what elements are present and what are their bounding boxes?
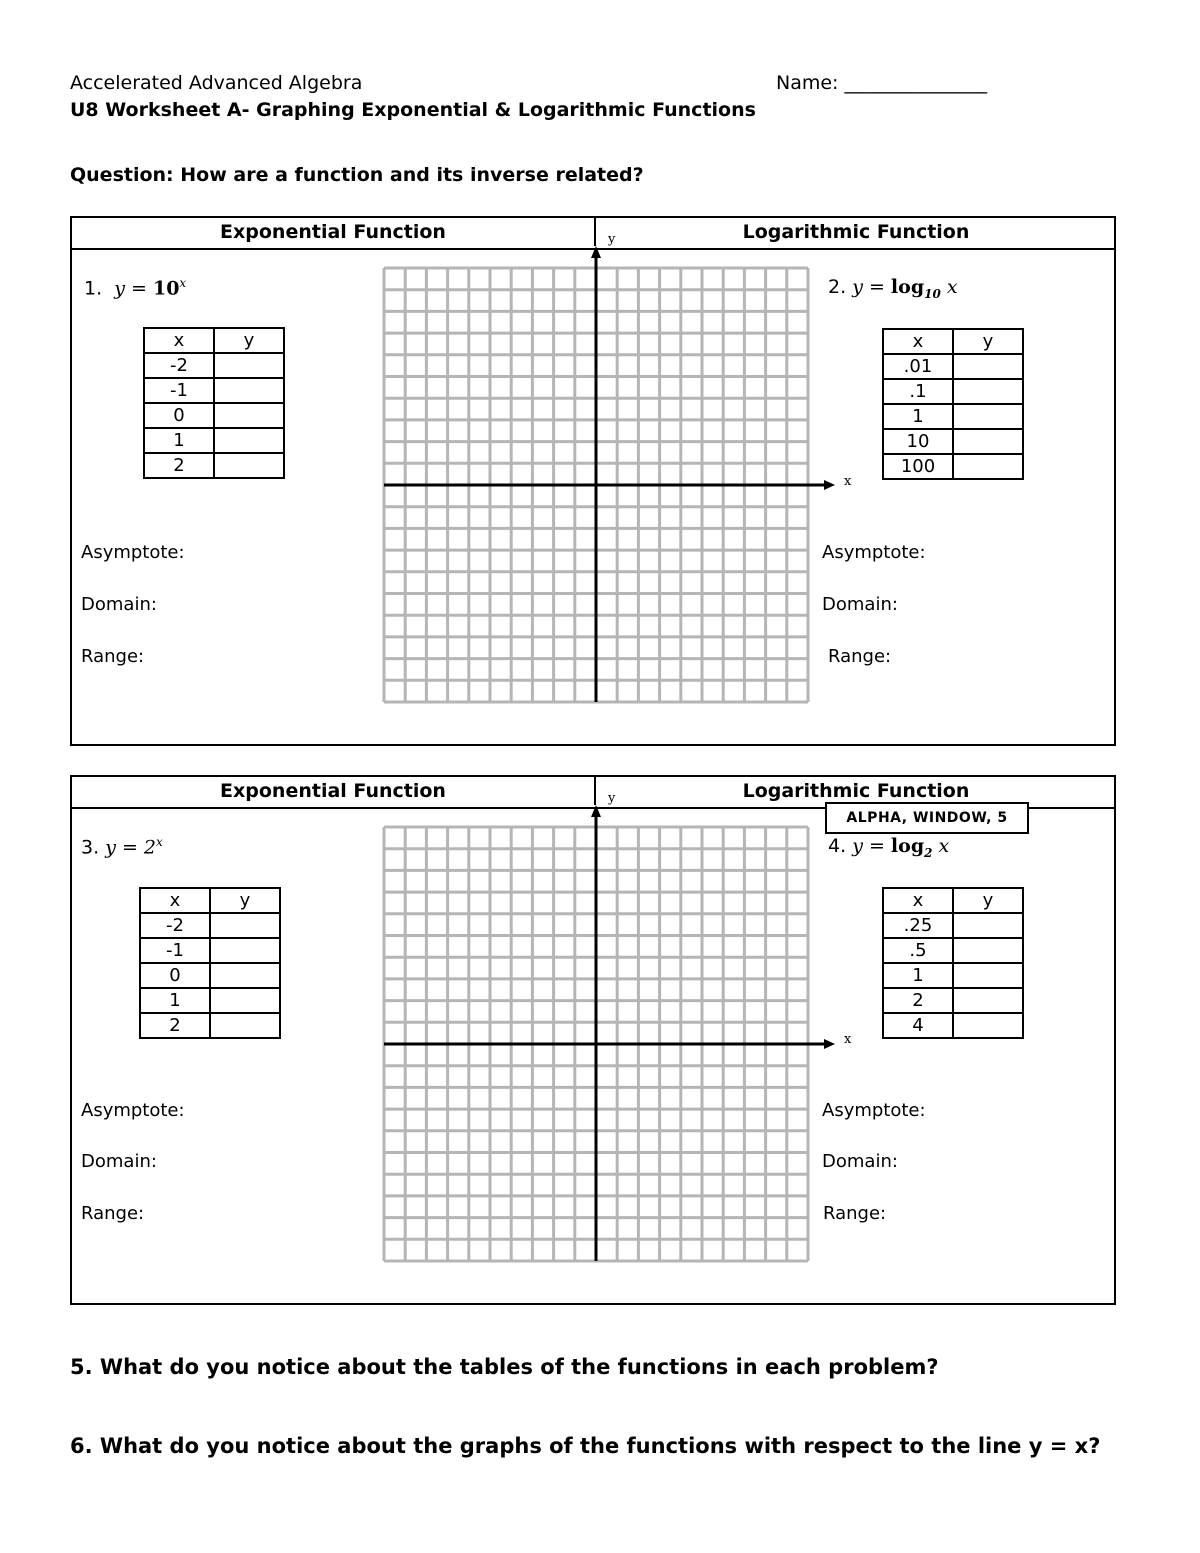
range-label: Range: — [81, 646, 145, 667]
y-axis-arrow — [591, 805, 601, 817]
question-6: 6. What do you notice about the graphs of the functions with respect to the line y = x? — [70, 1434, 1101, 1458]
asymptote-label: Asymptote: — [822, 542, 926, 563]
asymptote-label: Asymptote: — [81, 542, 185, 563]
name-field: Name: _______________ — [776, 72, 987, 94]
domain-label: Domain: — [822, 594, 898, 615]
range-label: Range: — [828, 646, 892, 667]
y-cell[interactable] — [214, 353, 284, 378]
worksheet-title: U8 Worksheet A- Graphing Exponential & Logarithmic Functions — [70, 99, 756, 121]
domain-label: Domain: — [81, 594, 157, 615]
y-cell[interactable] — [953, 454, 1023, 479]
asymptote-label: Asymptote: — [822, 1100, 926, 1121]
y-cell[interactable] — [214, 378, 284, 403]
y-cell[interactable] — [210, 963, 280, 988]
x-axis-label: x — [844, 1032, 852, 1047]
range-label: Range: — [823, 1203, 887, 1224]
right-header: Logarithmic Function — [742, 221, 970, 243]
table-1: x y -2 -1 0 1 2 — [143, 327, 285, 479]
equation-4: 4. $y = \log_2 x$ — [828, 835, 950, 860]
y-cell[interactable] — [210, 988, 280, 1013]
domain-label: Domain: — [822, 1151, 898, 1172]
left-header: Exponential Function — [220, 221, 446, 243]
table-2: x y .01 .1 1 10 100 — [882, 328, 1024, 480]
equation-3: 3. $y = 2^x$ — [81, 835, 163, 859]
section-1 — [70, 216, 1116, 746]
left-header: Exponential Function — [220, 780, 446, 802]
y-cell[interactable] — [953, 1013, 1023, 1038]
y-cell[interactable] — [953, 354, 1023, 379]
y-cell[interactable] — [953, 963, 1023, 988]
equation-1: 1. $y = 10^x$ — [84, 276, 187, 300]
section-header — [72, 218, 1114, 250]
y-cell[interactable] — [953, 379, 1023, 404]
y-cell[interactable] — [214, 453, 284, 478]
x-axis-label: x — [844, 474, 852, 489]
y-cell[interactable] — [953, 913, 1023, 938]
table-3: x y -2 -1 0 1 2 — [139, 887, 281, 1039]
y-cell[interactable] — [214, 403, 284, 428]
calculator-note: ALPHA, WINDOW, 5 — [825, 802, 1029, 834]
y-cell[interactable] — [953, 404, 1023, 429]
y-cell[interactable] — [210, 913, 280, 938]
equation-2: 2. $y = \log_{10} x$ — [828, 276, 958, 301]
coordinate-grid[interactable] — [384, 827, 808, 1261]
y-cell[interactable] — [214, 428, 284, 453]
y-cell[interactable] — [210, 938, 280, 963]
guiding-question: Question: How are a function and its inverse related? — [70, 164, 644, 186]
section-2 — [70, 775, 1116, 1305]
domain-label: Domain: — [81, 1151, 157, 1172]
x-axis-arrow — [824, 480, 835, 490]
y-cell[interactable] — [953, 429, 1023, 454]
y-cell[interactable] — [210, 1013, 280, 1038]
right-header: Logarithmic Function — [742, 780, 970, 802]
table-4: x y .25 .5 1 2 4 — [882, 887, 1024, 1039]
y-cell[interactable] — [953, 988, 1023, 1013]
coordinate-grid[interactable] — [384, 268, 808, 702]
y-cell[interactable] — [953, 938, 1023, 963]
question-5: 5. What do you notice about the tables of the functions in each problem? — [70, 1355, 939, 1379]
range-label: Range: — [81, 1203, 145, 1224]
course-title: Accelerated Advanced Algebra — [70, 72, 363, 94]
y-axis-label: y — [608, 791, 616, 806]
asymptote-label: Asymptote: — [81, 1100, 185, 1121]
y-axis-label: y — [608, 232, 616, 247]
y-axis-arrow — [591, 246, 601, 258]
x-axis-arrow — [824, 1039, 835, 1049]
